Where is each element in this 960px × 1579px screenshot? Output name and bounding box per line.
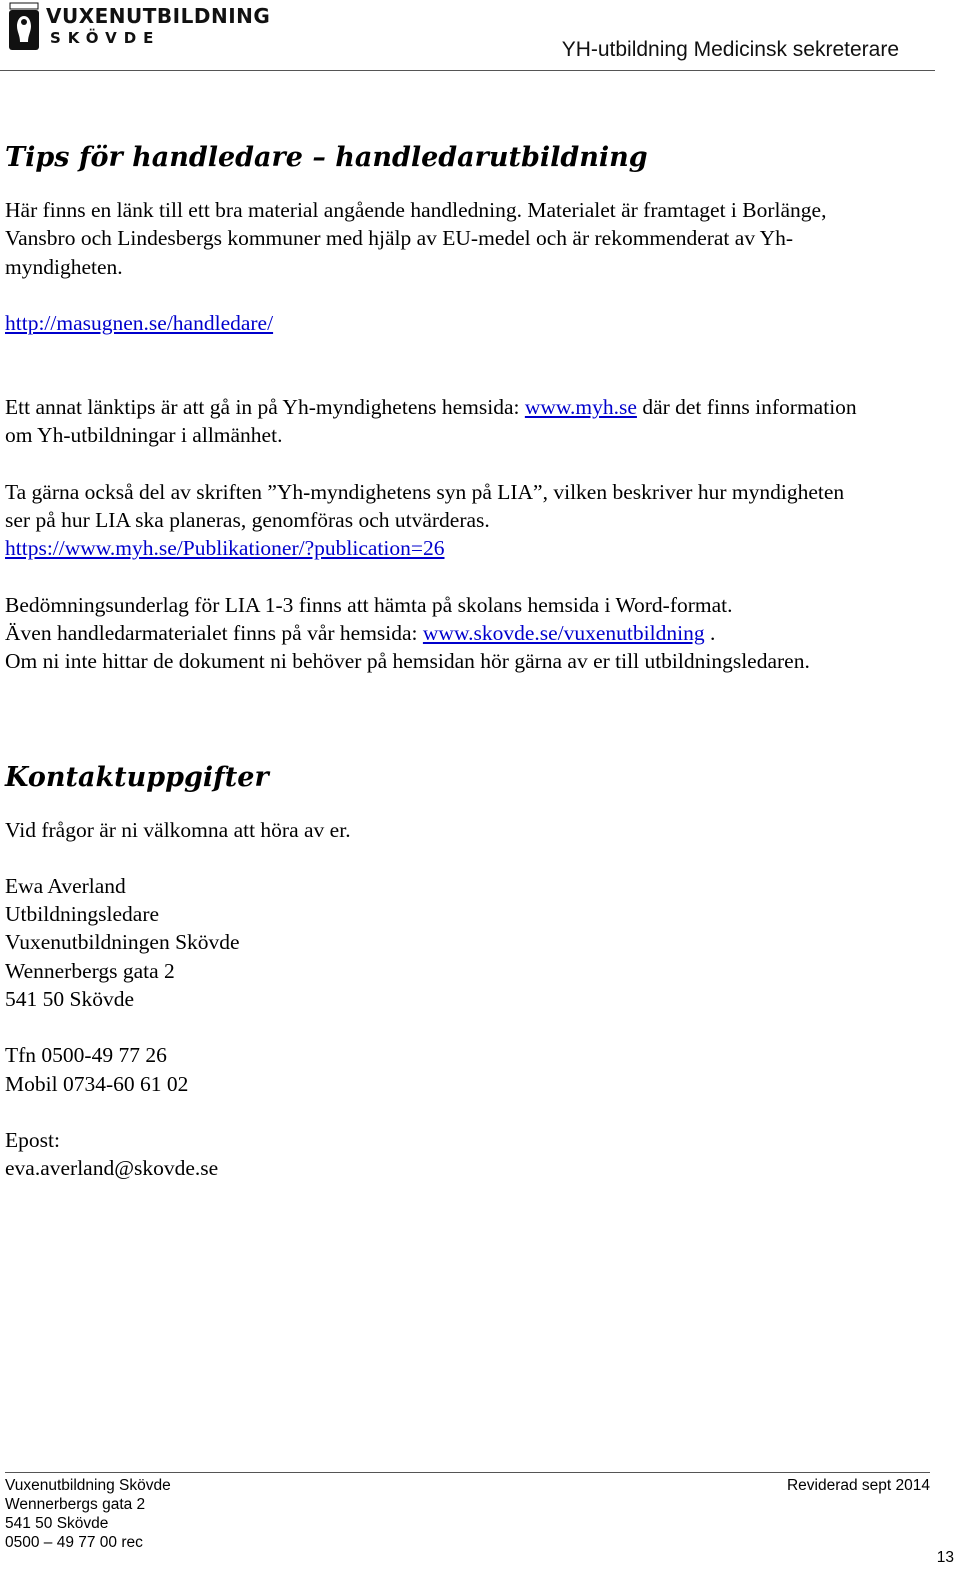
contact-phone: Tfn 0500-49 77 26 [5, 1043, 167, 1068]
footer-street: Wennerbergs gata 2 [5, 1496, 146, 1513]
contact-org: Vuxenutbildningen Skövde [5, 930, 240, 955]
logo-brand: VUXENUTBILDNING [46, 4, 271, 28]
tip-myh-text-after: där det finns information om Yh-utbildningar i allmänhet. [5, 395, 857, 448]
tips-heading: Tips för handledare – handledarutbildning [5, 142, 648, 173]
contact-mobile: Mobil 0734-60 61 02 [5, 1071, 189, 1096]
page-footer [5, 1472, 930, 1552]
footer-phone: 0500 – 49 77 00 rec [5, 1534, 143, 1551]
myh-link[interactable]: www.myh.se [524, 395, 637, 420]
main-content [5, 140, 935, 1183]
tip-myh [5, 393, 875, 450]
contact-heading: Kontaktuppgifter [5, 761, 269, 793]
tip-material-end: . [704, 620, 716, 645]
logo-city: SKÖVDE [50, 29, 161, 47]
tip-assessment: Bedömningsunderlag för LIA 1-3 finns att hämta på skolans hemsida i Word-format. [5, 592, 733, 617]
skovde-kommun-crest-icon [8, 2, 42, 52]
tips-intro: Här finns en länk till ett bra material angående handledning. Materialet är framtaget i Borlänge, Vansbro och Lindesbergs kommuner med hjälp av EU-medel och är rekommenderat av Yh-myndigheten. [5, 198, 827, 279]
tip-contact-hint: Om ni inte hittar de dokument ni behöver på hemsidan hör gärna av er till utbildningsledaren. [5, 649, 810, 674]
contact-email-label: Epost: [5, 1127, 60, 1152]
skovde-link[interactable]: www.skovde.se/vuxenutbildning [422, 620, 705, 645]
masugnen-link[interactable]: http://masugnen.se/handledare/ [5, 310, 274, 335]
contact-role: Utbildningsledare [5, 902, 160, 927]
myh-publication-link[interactable]: https://www.myh.se/Publikationer/?publication=26 [5, 536, 445, 561]
footer-postal: 541 50 Skövde [5, 1515, 109, 1532]
tip-lia: Ta gärna också del av skriften ”Yh-myndighetens syn på LIA”, vilken beskriver hur myndigheten ser på hur LIA ska planeras, genomföras och utvärderas. [5, 479, 845, 533]
logo [8, 2, 271, 52]
document-title: YH-utbildning Medicinsk sekreterare [561, 38, 899, 61]
contact-name: Ewa Averland [5, 873, 126, 898]
tip-myh-text: Ett annat länktips är att gå in på Yh-myndighetens hemsida: [5, 395, 525, 420]
contact-street: Wennerbergs gata 2 [5, 958, 175, 983]
contact-email: eva.averland@skovde.se [5, 1156, 219, 1181]
contact-postal: 541 50 Skövde [5, 987, 134, 1012]
tip-material [5, 619, 935, 647]
tip-material-text: Även handledarmaterialet finns på vår hemsida: [5, 620, 423, 645]
contact-intro: Vid frågor är ni välkomna att höra av er. [5, 817, 351, 842]
footer-revised: Reviderad sept 2014 [786, 1477, 930, 1494]
page-header [0, 0, 935, 71]
page-number: 13 [936, 1549, 954, 1566]
footer-org: Vuxenutbildning Skövde [5, 1477, 171, 1494]
